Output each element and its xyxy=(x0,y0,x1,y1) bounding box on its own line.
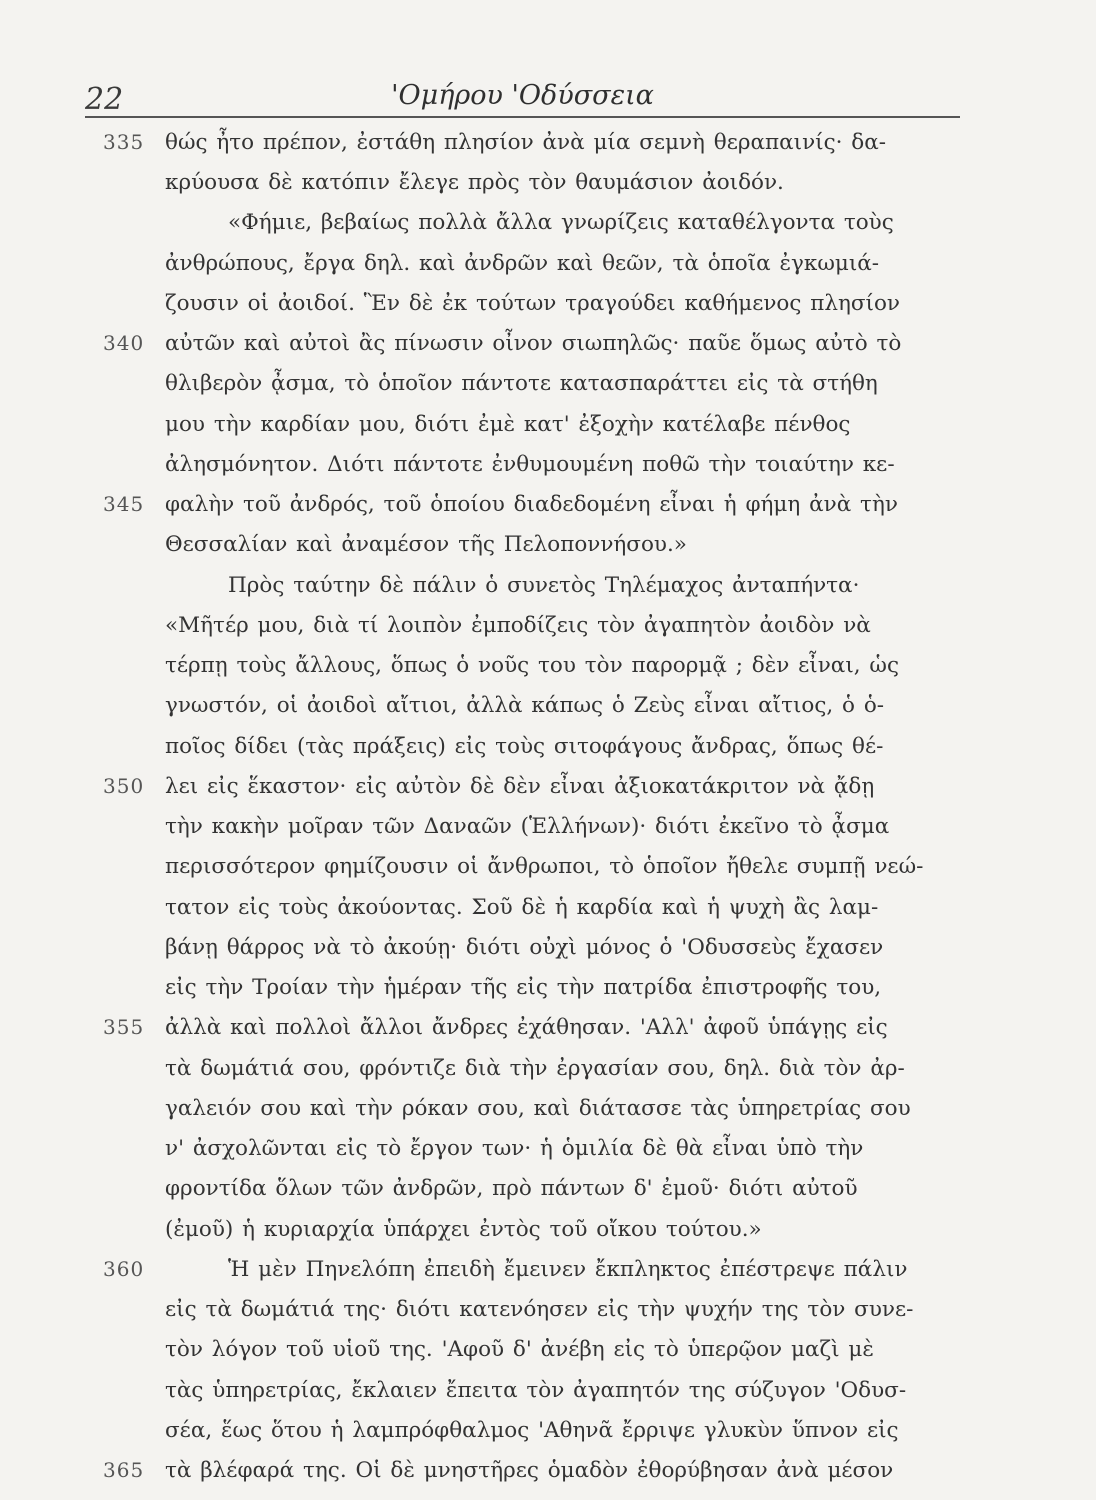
line-text: εἰς τὰ δωμάτιά της· διότι κατενόησεν εἰς τὴν ψυχήν της τὸν συνε- xyxy=(165,1297,914,1322)
page-header xyxy=(85,78,960,124)
line-text: ἀλησμόνητον. Διότι πάντοτε ἐνθυμουμένη ποθῶ τὴν τοιαύτην κε- xyxy=(165,452,895,477)
line-text: βάνῃ θάρρος νὰ τὸ ἀκούῃ· διότι οὐχὶ μόνος ὁ 'Οδυσσεὺς ἔχασεν xyxy=(165,935,884,960)
line-number: 345 xyxy=(103,492,145,516)
line-text: ποῖος δίδει (τὰς πράξεις) εἰς τοὺς σιτοφάγους ἄνδρας, ὅπως θέ- xyxy=(165,734,884,759)
line-number: 350 xyxy=(103,774,145,798)
line-text: «Μῆτέρ μου, διὰ τί λοιπὸν ἐμποδίζεις τὸν ἀγαπητὸν ἀοιδὸν νὰ xyxy=(165,613,871,638)
line-text: τὰ βλέφαρά της. Οἱ δὲ μνηστῆρες ὁμαδὸν ἐθορύβησαν ἀνὰ μέσον xyxy=(165,1458,894,1483)
line-text: τὴν κακὴν μοῖραν τῶν Δαναῶν (Ἑλλήνων)· διότι ἐκεῖνο τὸ ᾆσμα xyxy=(165,814,890,839)
line-text: ζουσιν οἱ ἀοιδοί. Ἓν δὲ ἐκ τούτων τραγούδει καθήμενος πλησίον xyxy=(165,291,900,316)
line-text: τὸν λόγον τοῦ υἱοῦ της. 'Αφοῦ δ' ἀνέβη εἰς τὸ ὑπερῷον μαζὶ μὲ xyxy=(165,1337,874,1362)
line-text: Πρὸς ταύτην δὲ πάλιν ὁ συνετὸς Τηλέμαχος ἀνταπήντα· xyxy=(228,573,860,598)
line-text: τέρπῃ τοὺς ἄλλους, ὅπως ὁ νοῦς του τὸν παρορμᾷ ; δὲν εἶναι, ὡς xyxy=(165,653,899,678)
line-number: 340 xyxy=(103,331,145,355)
line-text: τὰ δωμάτιά σου, φρόντιζε διὰ τὴν ἐργασίαν σου, δηλ. διὰ τὸν ἀρ- xyxy=(165,1056,905,1081)
line-text: εἰς τὴν Τροίαν τὴν ἡμέραν τῆς εἰς τὴν πατρίδα ἐπιστροφῆς του, xyxy=(165,975,882,1000)
line-text: μου τὴν καρδίαν μου, διότι ἐμὲ κατ' ἐξοχὴν κατέλαβε πένθος xyxy=(165,412,851,437)
line-text: ἀλλὰ καὶ πολλοὶ ἄλλοι ἄνδρες ἐχάθησαν. 'Αλλ' ἀφοῦ ὑπάγῃς εἰς xyxy=(165,1015,888,1040)
line-text: γαλειόν σου καὶ τὴν ρόκαν σου, καὶ διάτασσε τὰς ὑπηρετρίας σου xyxy=(165,1096,911,1121)
line-text: αὐτῶν καὶ αὐτοὶ ἂς πίνωσιν οἶνον σιωπηλῶς· παῦε ὅμως αὐτὸ τὸ xyxy=(165,331,902,356)
line-text: τατον εἰς τοὺς ἀκούοντας. Σοῦ δὲ ἡ καρδία καὶ ἡ ψυχὴ ἂς λαμ- xyxy=(165,895,879,920)
line-text: «Φήμιε, βεβαίως πολλὰ ἄλλα γνωρίζεις καταθέλγοντα τοὺς xyxy=(228,210,894,235)
line-text: ἀνθρώπους, ἔργα δηλ. καὶ ἀνδρῶν καὶ θεῶν, τὰ ὁποῖα ἐγκωμιά- xyxy=(165,251,880,276)
line-text: ν' ἀσχολῶνται εἰς τὸ ἔργον των· ἡ ὁμιλία δὲ θὰ εἶναι ὑπὸ τὴν xyxy=(165,1136,864,1161)
line-text: Θεσσαλίαν καὶ ἀναμέσον τῆς Πελοποννήσου.» xyxy=(165,532,687,557)
line-number: 335 xyxy=(103,130,145,154)
running-title: 'Ομήρου 'Οδύσσεια xyxy=(391,80,654,111)
line-text: γνωστόν, οἱ ἀοιδοὶ αἴτιοι, ἀλλὰ κάπως ὁ Ζεὺς εἶναι αἴτιος, ὁ ὁ- xyxy=(165,693,885,718)
line-text: φροντίδα ὅλων τῶν ἀνδρῶν, πρὸ πάντων δ' ἐμοῦ· διότι αὐτοῦ xyxy=(165,1176,858,1201)
line-text: φαλὴν τοῦ ἀνδρός, τοῦ ὁποίου διαδεδομένη εἶναι ἡ φήμη ἀνὰ τὴν xyxy=(165,492,898,517)
line-text: Ἡ μὲν Πηνελόπη ἐπειδὴ ἔμεινεν ἔκπληκτος ἐπέστρεψε πάλιν xyxy=(228,1257,908,1282)
line-number: 355 xyxy=(103,1015,145,1039)
line-text: λει εἰς ἕκαστον· εἰς αὐτὸν δὲ δὲν εἶναι ἀξιοκατάκριτον νὰ ᾄδῃ xyxy=(165,774,875,799)
line-text: περισσότερον φημίζουσιν οἱ ἄνθρωποι, τὸ ὁποῖον ἤθελε συμπῇ νεώ- xyxy=(165,854,924,879)
line-text: τὰς ὑπηρετρίας, ἔκλαιεν ἔπειτα τὸν ἀγαπητόν της σύζυγον 'Οδυσ- xyxy=(165,1378,907,1403)
page-number: 22 xyxy=(85,82,124,117)
line-text: (ἐμοῦ) ἡ κυριαρχία ὑπάρχει ἐντὸς τοῦ οἴκου τούτου.» xyxy=(165,1217,762,1242)
line-text: σέα, ἕως ὅτου ἡ λαμπρόφθαλμος 'Αθηνᾶ ἔρριψε γλυκὺν ὕπνον εἰς xyxy=(165,1418,899,1443)
line-number: 365 xyxy=(103,1458,145,1482)
line-text: κρύουσα δὲ κατόπιν ἔλεγε πρὸς τὸν θαυμάσιον ἀοιδόν. xyxy=(165,170,784,195)
line-number: 360 xyxy=(103,1257,145,1281)
line-text: θώς ἦτο πρέπον, ἐστάθη πλησίον ἀνὰ μία σεμνὴ θεραπαινίς· δα- xyxy=(165,130,887,155)
header-rule xyxy=(85,116,960,118)
line-text: θλιβερὸν ᾆσμα, τὸ ὁποῖον πάντοτε κατασπαράττει εἰς τὰ στήθη xyxy=(165,371,878,396)
